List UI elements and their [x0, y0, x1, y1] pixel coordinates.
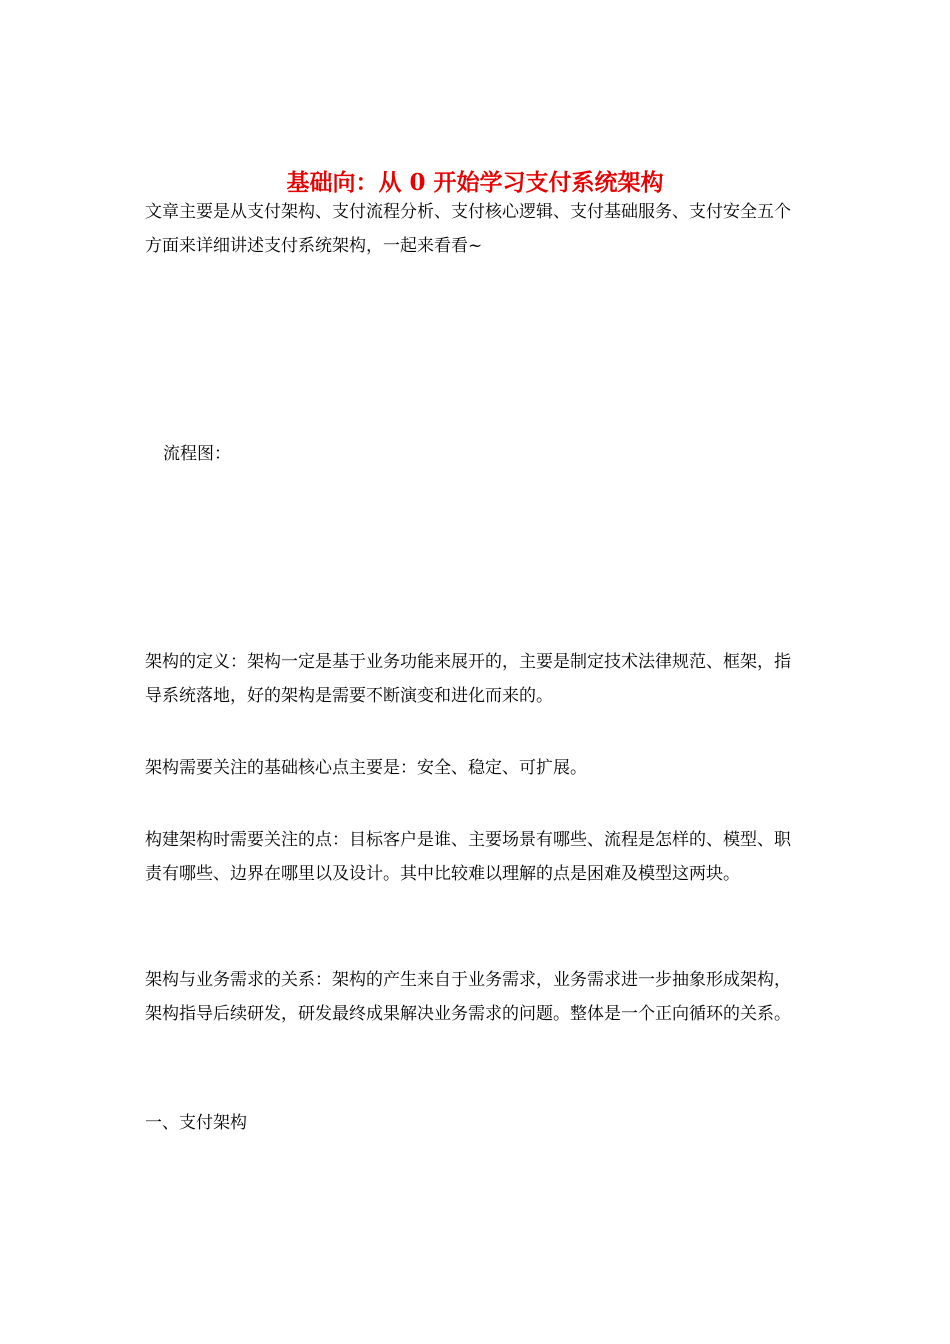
core-points-paragraph: 架构需要关注的基础核心点主要是：安全、稳定、可扩展。 — [145, 758, 587, 778]
definition-paragraph: 架构的定义：架构一定是基于业务功能来展开的，主要是制定技术法律规范、框架，指导系统落地，好的架构是需要不断演变和进化而来的。 — [145, 652, 791, 706]
document-title: 基础向：从 0 开始学习支付系统架构 — [286, 169, 664, 197]
intro-paragraph: 文章主要是从支付架构、支付流程分析、支付核心逻辑、支付基础服务、支付安全五个方面来详细讲述支付系统架构，一起来看看~ — [145, 202, 791, 256]
flowchart-label: 流程图： — [163, 444, 231, 464]
build-points-paragraph: 构建架构时需要关注的点：目标客户是谁、主要场景有哪些、流程是怎样的、模型、职责有哪些、边界在哪里以及设计。其中比较难以理解的点是困难及模型这两块。 — [145, 830, 791, 884]
relation-paragraph: 架构与业务需求的关系：架构的产生来自于业务需求，业务需求进一步抽象形成架构，架构指导后续研发，研发最终成果解决业务需求的问题。整体是一个正向循环的关系。 — [145, 970, 791, 1024]
section-heading-payment-architecture: 一、支付架构 — [145, 1113, 247, 1133]
